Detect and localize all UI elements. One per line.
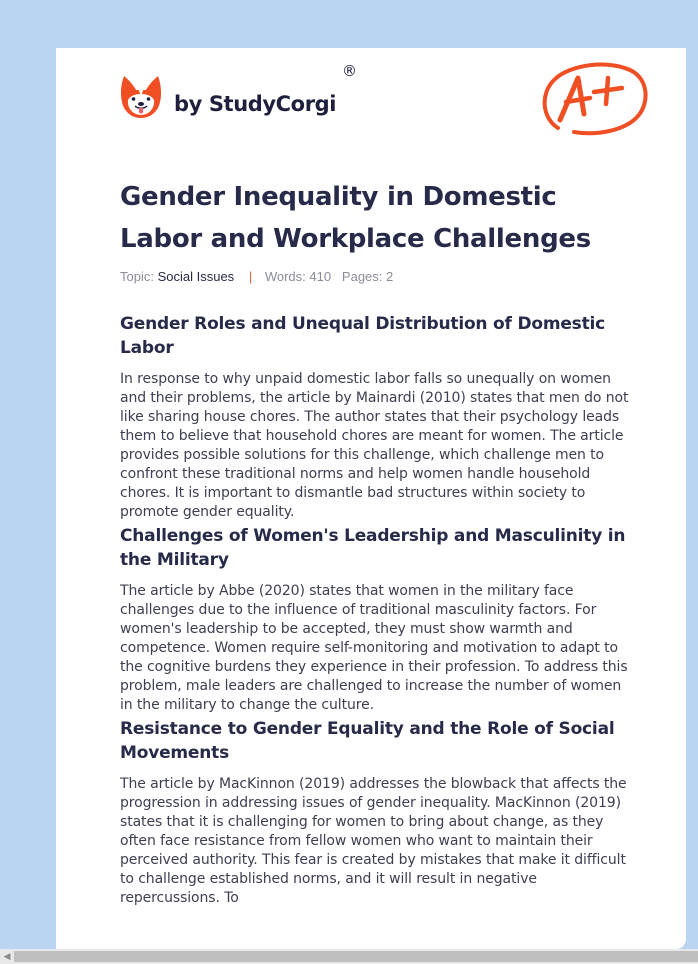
section-military-leadership xyxy=(120,524,635,715)
meta-separator: | xyxy=(248,269,253,284)
page-count: Pages: 2 xyxy=(341,269,394,284)
section-paragraph: In response to why unpaid domestic labor falls so unequally on women and their problems, the article by Mainardi (2010) states that men do not like sharing house chores. The author states that their psychology leads them to believe that household chores are meant for women. The article provides possible solutions for this challenge, which challenge men to confront these traditional norms and help women handle household chores. It is important to dismantle bad structures within society to promote gender equality. xyxy=(120,371,629,520)
word-count: Words: 410 xyxy=(264,269,332,284)
section-paragraph: The article by MacKinnon (2019) addresses the blowback that affects the progression in addressing issues of gender inequality. MacKinnon (2019) states that it is challenging for women to bring about change, as they often face resistance from fellow women who want to maintain their perceived authority. This fear is created by mistakes that make it difficult to challenge established norms, and it will result in negative repercussions. To xyxy=(120,776,627,906)
topic-label: Topic: xyxy=(120,269,154,284)
studycorgi-logo[interactable] xyxy=(120,74,336,120)
section-gender-roles xyxy=(120,312,635,522)
section-paragraph: The article by Abbe (2020) states that women in the military face challenges due to the influence of traditional masculinity factors. For women's leadership to be accepted, they must show warmth and competence. Women require self-monitoring and motivation to adapt to the cognitive burdens they experience in their profession. To address this problem, male leaders are challenged to increase the number of women in the military to change the culture. xyxy=(120,583,628,713)
scroll-left-arrow-icon[interactable]: ◀ xyxy=(3,951,11,961)
horizontal-scrollbar[interactable] xyxy=(0,949,698,964)
page-title: Gender Inequality in Domestic Labor and Workplace Challenges xyxy=(120,182,591,254)
article-meta xyxy=(120,269,393,284)
scrollbar-thumb[interactable] xyxy=(14,951,698,962)
a-plus-grade-icon xyxy=(538,58,650,140)
topic-link[interactable]: Social Issues xyxy=(157,269,235,284)
section-resistance xyxy=(120,717,635,908)
registered-mark: ® xyxy=(342,62,357,80)
section-heading: Challenges of Women's Leadership and Masculinity in the Military xyxy=(120,526,626,570)
article-card xyxy=(56,48,686,949)
brand-name: by StudyCorgi xyxy=(174,92,337,116)
corgi-logo-icon xyxy=(120,74,162,120)
section-heading: Resistance to Gender Equality and the Role of Social Movements xyxy=(120,719,615,763)
article-body xyxy=(120,312,635,910)
section-heading: Gender Roles and Unequal Distribution of Domestic Labor xyxy=(120,314,606,358)
